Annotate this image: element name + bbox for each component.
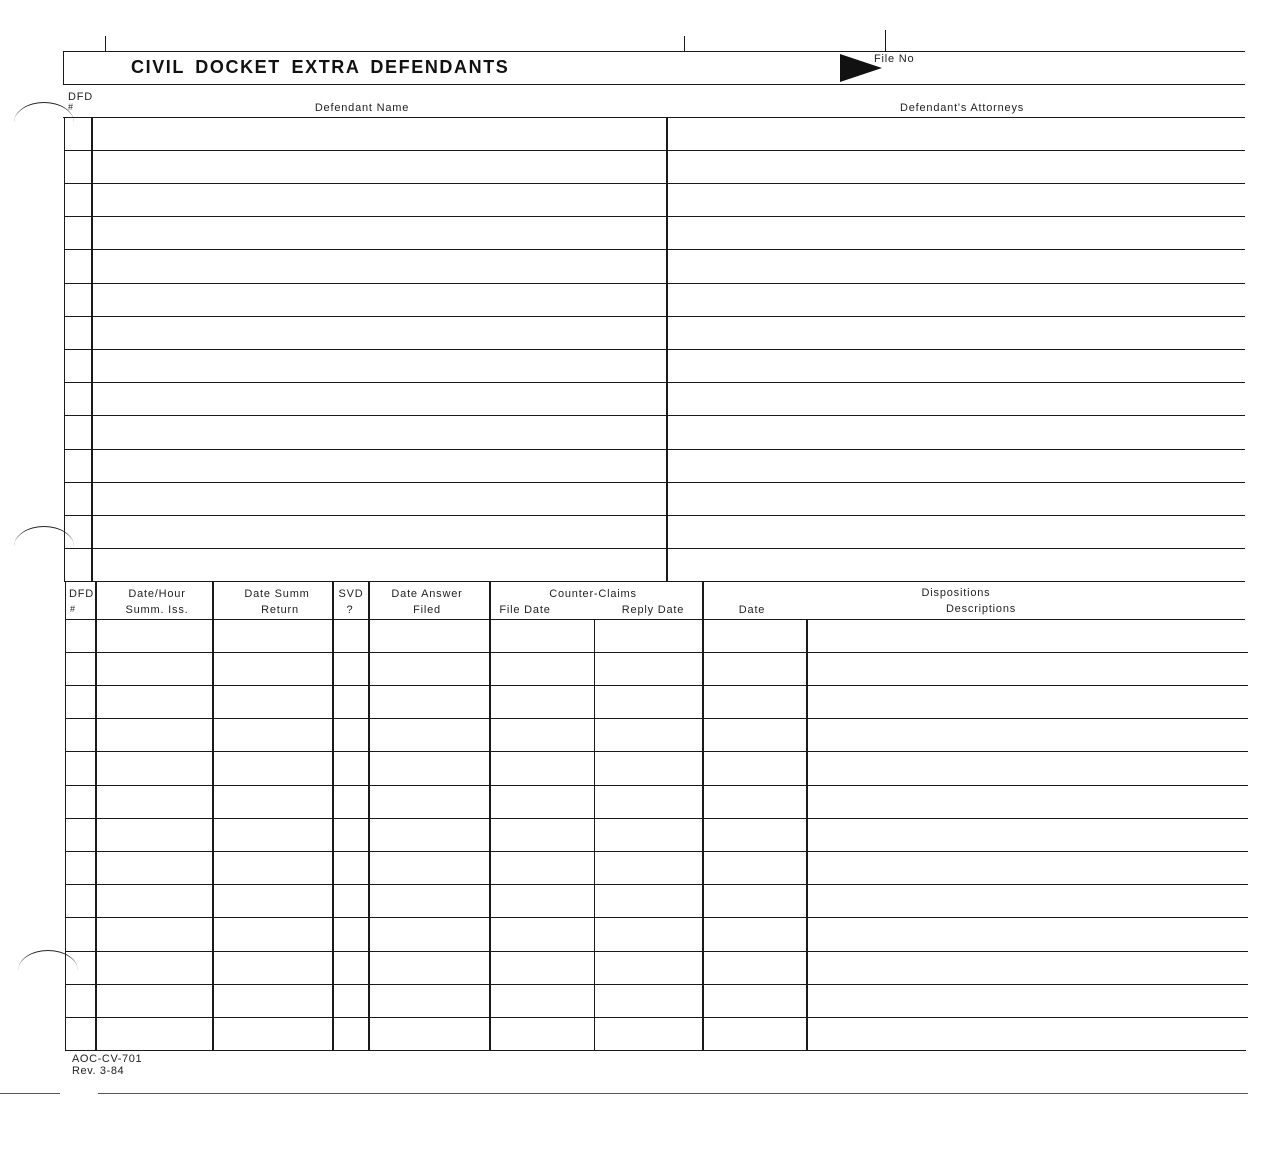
summ-iss-label: Summ. Iss. xyxy=(125,604,189,616)
defendant-row[interactable] xyxy=(64,283,1245,284)
header-tick-left xyxy=(105,36,106,52)
disposition-date-label: Date xyxy=(738,604,766,616)
defendant-row[interactable] xyxy=(64,183,1245,184)
summons-row[interactable] xyxy=(65,917,1248,918)
summons-row[interactable] xyxy=(65,884,1248,885)
date-hour-label: Date/Hour xyxy=(128,588,186,600)
summons-row[interactable] xyxy=(65,652,1248,653)
return-label: Return xyxy=(261,604,299,616)
date-summ-label: Date Summ xyxy=(244,588,310,600)
defendant-row[interactable] xyxy=(64,150,1245,151)
defendant-row[interactable] xyxy=(64,216,1245,217)
col-rule-disposition-date xyxy=(806,619,808,1051)
summons-section-bottom xyxy=(65,1050,1246,1051)
summons-row[interactable] xyxy=(65,984,1248,985)
summons-row[interactable] xyxy=(65,785,1248,786)
defendant-row[interactable] xyxy=(64,349,1245,350)
defendants-section-bottom xyxy=(64,581,1245,582)
defendants-attorneys-header: Defendant's Attorneys xyxy=(899,102,1025,114)
file-date-label: File Date xyxy=(499,604,551,616)
dfd-number-sign: # xyxy=(68,102,74,112)
header-left-border xyxy=(63,51,64,85)
form-number: AOC-CV-701 xyxy=(72,1053,143,1065)
binder-punch-top xyxy=(14,102,74,143)
cut-line-right xyxy=(98,1093,1248,1094)
header-tick-right xyxy=(885,30,886,52)
date-answer-label: Date Answer xyxy=(391,588,463,600)
summons-row[interactable] xyxy=(65,751,1248,752)
svd-question-label: ? xyxy=(346,604,354,616)
defendant-row[interactable] xyxy=(64,548,1245,549)
reply-date-label: Reply Date xyxy=(621,604,685,616)
defendant-row[interactable] xyxy=(64,482,1245,483)
descriptions-label: Descriptions xyxy=(945,603,1017,615)
summons-row[interactable] xyxy=(65,951,1248,952)
defendants-header-rule xyxy=(63,117,1245,118)
binder-punch-middle xyxy=(14,526,74,567)
file-no-label: File No xyxy=(874,53,915,65)
summons-row[interactable] xyxy=(65,1017,1248,1018)
summons-row[interactable] xyxy=(65,818,1248,819)
counter-claims-label: Counter-Claims xyxy=(549,588,637,600)
defendant-row[interactable] xyxy=(64,249,1245,250)
form-title: CIVIL DOCKET EXTRA DEFENDANTS xyxy=(131,57,510,77)
defendant-row[interactable] xyxy=(64,515,1245,516)
summons-dfd-number-sign: # xyxy=(70,604,76,614)
header-top-line xyxy=(63,51,1245,52)
svd-label: SVD xyxy=(338,588,364,600)
defendant-row[interactable] xyxy=(64,415,1245,416)
filed-label: Filed xyxy=(413,604,441,616)
summons-row[interactable] xyxy=(65,685,1248,686)
defendant-row[interactable] xyxy=(64,382,1245,383)
summons-dfd-label: DFD xyxy=(69,588,95,600)
defendant-row[interactable] xyxy=(64,449,1245,450)
header-tick-mid xyxy=(684,36,685,52)
defendant-name-header: Defendant Name xyxy=(314,102,410,114)
summons-row[interactable] xyxy=(65,718,1248,719)
summons-row[interactable] xyxy=(65,851,1248,852)
cut-line-left xyxy=(0,1093,60,1094)
dfd-label: DFD xyxy=(68,91,94,103)
summons-header-rule xyxy=(65,619,1245,620)
dispositions-label: Dispositions xyxy=(921,587,991,599)
defendant-row[interactable] xyxy=(64,316,1245,317)
header-bottom-line xyxy=(63,84,1245,85)
form-revision: Rev. 3-84 xyxy=(72,1065,125,1077)
col-rule-counter-claims xyxy=(594,619,595,1051)
